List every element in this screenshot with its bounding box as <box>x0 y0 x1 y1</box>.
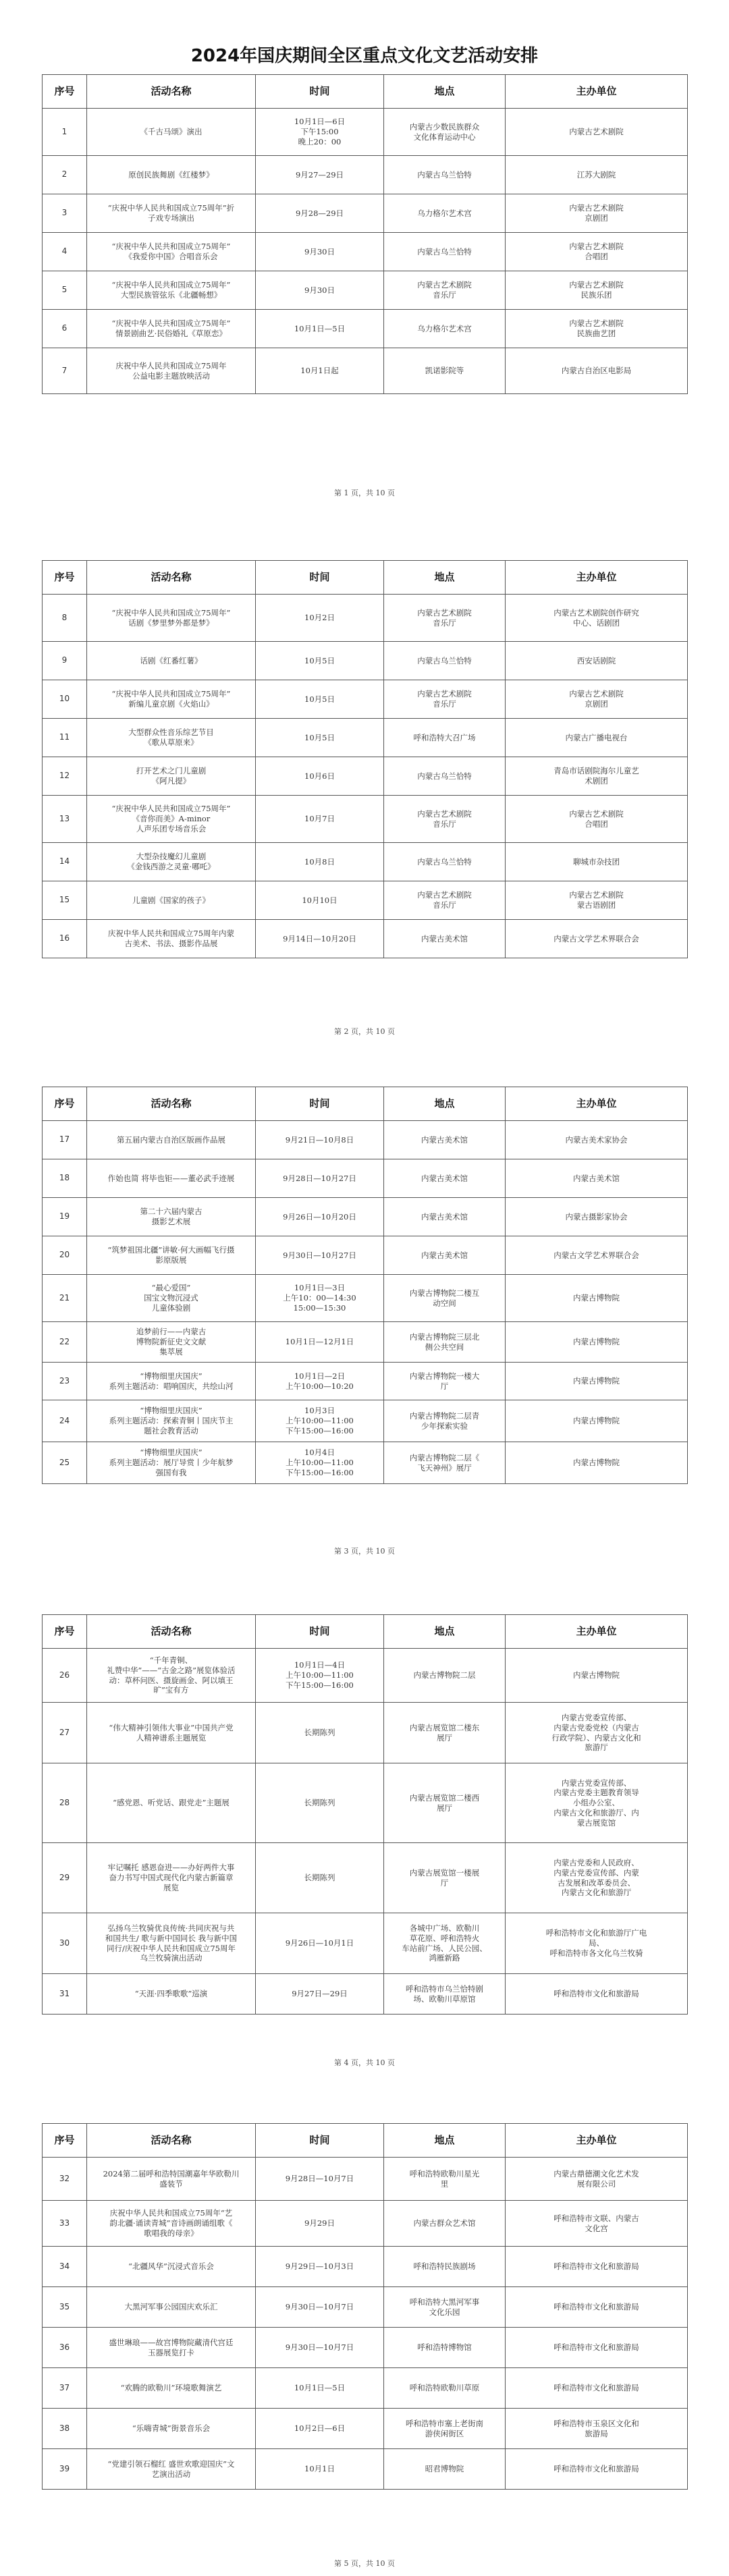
cell-organizer: 聊城市杂技团 <box>506 843 688 881</box>
cell-no: 20 <box>43 1236 87 1275</box>
cell-time: 10月1日—5日 <box>256 310 384 348</box>
header-activity: 活动名称 <box>87 1087 256 1121</box>
cell-time: 10月7日 <box>256 796 384 843</box>
cell-activity: 大型群众性音乐综艺节目 《歌从草原来》 <box>87 719 256 757</box>
cell-activity: 原创民族舞剧《红楼梦》 <box>87 156 256 194</box>
cell-place: 内蒙古艺术剧院 音乐厅 <box>384 595 506 642</box>
cell-place: 呼和浩特市塞上老街南 游侠闲街区 <box>384 2409 506 2449</box>
schedule-section-page-4 <box>42 1614 687 2015</box>
table-row <box>43 1275 688 1322</box>
header-place: 地点 <box>384 75 506 109</box>
cell-activity: “博物细里庆国庆” 系列主题活动：唱响国庆，共绘山河 <box>87 1363 256 1400</box>
schedule-section-page-2 <box>42 560 687 958</box>
cell-no: 38 <box>43 2409 87 2449</box>
page-title: 2024年国庆期间全区重点文化文艺活动安排 <box>190 46 539 66</box>
table-row <box>43 2368 688 2409</box>
cell-time: 10月1日起 <box>256 348 384 394</box>
table-row <box>43 233 688 271</box>
cell-place: 呼和浩特市乌兰恰特剧 场、欧勒川草原馆 <box>384 1974 506 2015</box>
cell-place: 呼和浩特欧勒川星光 里 <box>384 2158 506 2201</box>
cell-no: 37 <box>43 2368 87 2409</box>
cell-organizer: 呼和浩特市文化和旅游局 <box>506 2328 688 2368</box>
cell-no: 32 <box>43 2158 87 2201</box>
cell-place: 呼和浩特博物馆 <box>384 2328 506 2368</box>
header-activity: 活动名称 <box>87 2124 256 2158</box>
header-time: 时间 <box>256 2124 384 2158</box>
cell-no: 8 <box>43 595 87 642</box>
schedule-section-page-1 <box>42 74 687 394</box>
cell-organizer: 内蒙古博物院 <box>506 1649 688 1703</box>
header-no: 序号 <box>43 561 87 595</box>
schedule-table <box>42 560 688 958</box>
cell-activity: 话剧《红番红薯》 <box>87 642 256 680</box>
header-place: 地点 <box>384 561 506 595</box>
cell-organizer: 呼和浩特市玉泉区文化和 旅游局 <box>506 2409 688 2449</box>
cell-activity: “伟大精神引领伟大事业”中国共产党 人精神谱系主题展览 <box>87 1703 256 1763</box>
cell-activity: “庆祝中华人民共和国成立75周年” 《我爱你中国》合唱音乐会 <box>87 233 256 271</box>
cell-organizer: 呼和浩特市文化和旅游局 <box>506 2449 688 2490</box>
cell-no: 27 <box>43 1703 87 1763</box>
cell-place: 内蒙古博物院二层青 少年探索实验 <box>384 1400 506 1442</box>
cell-organizer: 内蒙古艺术剧院 合唱团 <box>506 796 688 843</box>
cell-place: 内蒙古美术馆 <box>384 1236 506 1275</box>
table-row <box>43 2287 688 2328</box>
header-time: 时间 <box>256 561 384 595</box>
cell-no: 16 <box>43 920 87 958</box>
cell-place: 内蒙古艺术剧院 音乐厅 <box>384 796 506 843</box>
page-footer: 第 1 页，共 10 页 <box>334 489 395 497</box>
table-row <box>43 642 688 680</box>
cell-place: 内蒙古艺术剧院 音乐厅 <box>384 271 506 310</box>
cell-time: 10月1日—2日 上午10:00—10:20 <box>256 1363 384 1400</box>
cell-place: 凯诺影院等 <box>384 348 506 394</box>
cell-place: 内蒙古展览馆一楼展 厅 <box>384 1843 506 1913</box>
table-row <box>43 881 688 920</box>
cell-organizer: 内蒙古广播电视台 <box>506 719 688 757</box>
schedule-table <box>42 1087 688 1484</box>
table-row <box>43 1159 688 1198</box>
cell-time: 10月3日 上午10:00—11:00 下午15:00—16:00 <box>256 1400 384 1442</box>
table-row <box>43 843 688 881</box>
cell-activity: “博物细里庆国庆” 系列主题活动：探索青铜丨国庆节主 题社会教育活动 <box>87 1400 256 1442</box>
cell-place: 内蒙古博物院二层 <box>384 1649 506 1703</box>
table-header <box>43 561 688 595</box>
cell-no: 23 <box>43 1363 87 1400</box>
cell-time: 10月1日—12月1日 <box>256 1322 384 1363</box>
table-row <box>43 194 688 233</box>
cell-organizer: 内蒙古博物院 <box>506 1400 688 1442</box>
cell-organizer: 内蒙古美术馆 <box>506 1159 688 1198</box>
header-time: 时间 <box>256 1615 384 1649</box>
cell-time: 9月30日—10月27日 <box>256 1236 384 1275</box>
cell-no: 1 <box>43 109 87 156</box>
cell-no: 33 <box>43 2201 87 2247</box>
cell-time: 长期陈列 <box>256 1763 384 1843</box>
cell-activity: “感党恩、听党话、跟党走”主题展 <box>87 1763 256 1843</box>
cell-time: 10月6日 <box>256 757 384 796</box>
cell-no: 28 <box>43 1763 87 1843</box>
cell-activity: 大型杂技魔幻儿童剧 《金钱西游之灵童·哪吒》 <box>87 843 256 881</box>
cell-place: 内蒙古乌兰恰特 <box>384 843 506 881</box>
cell-no: 7 <box>43 348 87 394</box>
cell-no: 19 <box>43 1198 87 1236</box>
cell-no: 12 <box>43 757 87 796</box>
cell-place: 呼和浩特欧勒川草原 <box>384 2368 506 2409</box>
cell-no: 24 <box>43 1400 87 1442</box>
schedule-section-page-3 <box>42 1087 687 1484</box>
header-no: 序号 <box>43 2124 87 2158</box>
cell-time: 10月1日—3日 上午10：00—14:30 15:00—15:30 <box>256 1275 384 1322</box>
cell-activity: 盛世琳琅——故宫博物院藏清代宫廷 玉器展览打卡 <box>87 2328 256 2368</box>
cell-place: 内蒙古美术馆 <box>384 920 506 958</box>
cell-activity: 庆祝中华人民共和国成立75周年 公益电影主题放映活动 <box>87 348 256 394</box>
cell-time: 9月30日—10月7日 <box>256 2287 384 2328</box>
cell-no: 25 <box>43 1442 87 1484</box>
cell-place: 内蒙古博物院一楼大 厅 <box>384 1363 506 1400</box>
table-row <box>43 2449 688 2490</box>
header-organizer: 主办单位 <box>506 1615 688 1649</box>
cell-no: 15 <box>43 881 87 920</box>
cell-organizer: 内蒙古党委宣传部、 内蒙古党委主题教育领导 小组办公室、 内蒙古文化和旅游厅、内 蒙古展览馆 <box>506 1763 688 1843</box>
cell-place: 呼和浩特大黑河军事 文化乐园 <box>384 2287 506 2328</box>
cell-place: 内蒙古展览馆二楼东 展厅 <box>384 1703 506 1763</box>
cell-activity: 追梦前行——内蒙古 博物院新征史文文献 集萃展 <box>87 1322 256 1363</box>
cell-organizer: 内蒙古自治区电影局 <box>506 348 688 394</box>
header-organizer: 主办单位 <box>506 561 688 595</box>
cell-place: 内蒙古乌兰恰特 <box>384 156 506 194</box>
cell-place: 昭君博物院 <box>384 2449 506 2490</box>
table-row <box>43 2328 688 2368</box>
cell-time: 9月26日—10月1日 <box>256 1913 384 1974</box>
cell-no: 6 <box>43 310 87 348</box>
cell-organizer: 内蒙古党委和人民政府、 内蒙古党委宣传部、内蒙 古发展和改革委员会、 内蒙古文化和旅游厅 <box>506 1843 688 1913</box>
cell-time: 10月1日—5日 <box>256 2368 384 2409</box>
cell-time: 9月14日—10月20日 <box>256 920 384 958</box>
cell-activity: “庆祝中华人民共和国成立75周年”折 子戏专场演出 <box>87 194 256 233</box>
cell-place: 内蒙古群众艺术馆 <box>384 2201 506 2247</box>
cell-organizer: 内蒙古博物院 <box>506 1363 688 1400</box>
cell-activity: 《千古马颂》演出 <box>87 109 256 156</box>
cell-time: 10月4日 上午10:00—11:00 下午15:00—16:00 <box>256 1442 384 1484</box>
cell-time: 10月1日—4日 上午10:00—11:00 下午15:00—16:00 <box>256 1649 384 1703</box>
cell-activity: “庆祝中华人民共和国成立75周年” 话剧《梦里梦外都是梦》 <box>87 595 256 642</box>
cell-no: 39 <box>43 2449 87 2490</box>
cell-no: 31 <box>43 1974 87 2015</box>
cell-no: 5 <box>43 271 87 310</box>
cell-time: 10月5日 <box>256 642 384 680</box>
cell-no: 10 <box>43 680 87 719</box>
table-row <box>43 271 688 310</box>
header-no: 序号 <box>43 75 87 109</box>
cell-organizer: 呼和浩特市文化和旅游局 <box>506 2287 688 2328</box>
header-place: 地点 <box>384 1615 506 1649</box>
schedule-table <box>42 2123 688 2490</box>
cell-time: 10月8日 <box>256 843 384 881</box>
cell-organizer: 内蒙古艺术剧院 合唱团 <box>506 233 688 271</box>
cell-organizer: 内蒙古艺术剧院 <box>506 109 688 156</box>
cell-place: 内蒙古博物院二层《 飞天神州》展厅 <box>384 1442 506 1484</box>
cell-time: 9月29日 <box>256 2201 384 2247</box>
cell-time: 10月1日 <box>256 2449 384 2490</box>
cell-time: 10月2日 <box>256 595 384 642</box>
cell-place: 呼和浩特民族剧场 <box>384 2247 506 2287</box>
cell-activity: 第二十六届内蒙古 摄影艺术展 <box>87 1198 256 1236</box>
page-footer: 第 2 页，共 10 页 <box>334 1027 395 1036</box>
cell-organizer: 内蒙古艺术剧院 民族乐团 <box>506 271 688 310</box>
cell-activity: 庆祝中华人民共和国成立75周年内蒙 古美术、书法、摄影作品展 <box>87 920 256 958</box>
table-row <box>43 156 688 194</box>
header-activity: 活动名称 <box>87 1615 256 1649</box>
table-header <box>43 75 688 109</box>
cell-no: 11 <box>43 719 87 757</box>
cell-no: 26 <box>43 1649 87 1703</box>
cell-place: 内蒙古博物院二楼互 动空间 <box>384 1275 506 1322</box>
table-row <box>43 1236 688 1275</box>
table-row <box>43 310 688 348</box>
schedule-table <box>42 74 688 394</box>
cell-organizer: 青岛市话剧院海尔儿童艺 术剧团 <box>506 757 688 796</box>
header-place: 地点 <box>384 1087 506 1121</box>
cell-time: 9月30日—10月7日 <box>256 2328 384 2368</box>
cell-time: 9月27日—29日 <box>256 1974 384 2015</box>
header-organizer: 主办单位 <box>506 2124 688 2158</box>
header-organizer: 主办单位 <box>506 1087 688 1121</box>
cell-activity: “千年青铜、 礼赞中华”——“古金之路”展览体验活 动：草杯问医、摄旋画金、阿以填王 旷”宝有方 <box>87 1649 256 1703</box>
cell-no: 18 <box>43 1159 87 1198</box>
cell-activity: 儿童剧《国家的孩子》 <box>87 881 256 920</box>
cell-activity: 弘扬乌兰牧骑优良传统·共同庆祝与共 和国共生/ 歌与新中国同长 我与新中国 同行/庆祝中华人民共和国成立75周年 乌兰牧骑演出活动 <box>87 1913 256 1974</box>
table-row <box>43 109 688 156</box>
cell-place: 内蒙古乌兰恰特 <box>384 757 506 796</box>
cell-organizer: 呼和浩特市文化和旅游局 <box>506 2247 688 2287</box>
cell-activity: “博物细里庆国庆” 系列主题活动：展厅导赏丨少年航梦 强国有我 <box>87 1442 256 1484</box>
cell-activity: “乐嗨青城”街景音乐会 <box>87 2409 256 2449</box>
table-row <box>43 2247 688 2287</box>
cell-activity: 庆祝中华人民共和国成立75周年“艺 韵北疆·诵读青城”音诗画朗诵组歌《 歌唱我的母亲》 <box>87 2201 256 2247</box>
header-no: 序号 <box>43 1615 87 1649</box>
cell-time: 9月27—29日 <box>256 156 384 194</box>
header-place: 地点 <box>384 2124 506 2158</box>
cell-time: 10月5日 <box>256 719 384 757</box>
table-row <box>43 1121 688 1159</box>
table-row <box>43 1198 688 1236</box>
cell-organizer: 内蒙古艺术剧院 民族曲艺团 <box>506 310 688 348</box>
cell-no: 22 <box>43 1322 87 1363</box>
cell-activity: “庆祝中华人民共和国成立75周年” 大型民族管弦乐《北疆畅想》 <box>87 271 256 310</box>
table-row <box>43 2409 688 2449</box>
cell-place: 乌力格尔艺术宫 <box>384 310 506 348</box>
table-row <box>43 1913 688 1974</box>
cell-place: 乌力格尔艺术宫 <box>384 194 506 233</box>
cell-activity: “党建引领石榴红 盛世欢歌迎国庆”文 艺演出活动 <box>87 2449 256 2490</box>
cell-activity: “欢腾的欧勒川”环境歌舞演艺 <box>87 2368 256 2409</box>
cell-time: 9月30日 <box>256 271 384 310</box>
cell-place: 内蒙古博物院三层北 侧公共空间 <box>384 1322 506 1363</box>
cell-time: 9月26日—10月20日 <box>256 1198 384 1236</box>
cell-organizer: 内蒙古艺术剧院 蒙古语剧团 <box>506 881 688 920</box>
cell-organizer: 内蒙古博物院 <box>506 1442 688 1484</box>
cell-organizer: 呼和浩特市文化和旅游局 <box>506 2368 688 2409</box>
cell-activity: “庆祝中华人民共和国成立75周年” 新编儿童京剧《火焰山》 <box>87 680 256 719</box>
cell-activity: 作始也简 将毕也钜——董必武手迹展 <box>87 1159 256 1198</box>
cell-place: 内蒙古美术馆 <box>384 1198 506 1236</box>
table-row <box>43 1763 688 1843</box>
cell-organizer: 呼和浩特市文化和旅游厅广电 局、 呼和浩特市各文化乌兰牧骑 <box>506 1913 688 1974</box>
cell-no: 4 <box>43 233 87 271</box>
cell-organizer: 西安话剧院 <box>506 642 688 680</box>
header-time: 时间 <box>256 1087 384 1121</box>
cell-time: 9月21日—10月8日 <box>256 1121 384 1159</box>
cell-no: 3 <box>43 194 87 233</box>
header-time: 时间 <box>256 75 384 109</box>
table-row <box>43 1442 688 1484</box>
cell-place: 呼和浩特大召广场 <box>384 719 506 757</box>
cell-no: 14 <box>43 843 87 881</box>
cell-time: 9月28日—10月27日 <box>256 1159 384 1198</box>
cell-organizer: 内蒙古艺术剧院 京剧团 <box>506 680 688 719</box>
table-row <box>43 1400 688 1442</box>
cell-no: 17 <box>43 1121 87 1159</box>
cell-organizer: 内蒙古党委宣传部、 内蒙古党委党校（内蒙古 行政学院）、内蒙古文化和 旅游厅 <box>506 1703 688 1763</box>
header-activity: 活动名称 <box>87 75 256 109</box>
cell-activity: “最心爱国” 国宝文物沉浸式 儿童体验剧 <box>87 1275 256 1322</box>
cell-activity: “筑梦祖国北疆”讲敏·何大画幅飞行摄 影原版展 <box>87 1236 256 1275</box>
cell-time: 10月2日—6日 <box>256 2409 384 2449</box>
cell-organizer: 内蒙古鼎德潮文化艺术发 展有限公司 <box>506 2158 688 2201</box>
cell-time: 10月5日 <box>256 680 384 719</box>
table-header <box>43 1087 688 1121</box>
header-activity: 活动名称 <box>87 561 256 595</box>
table-row <box>43 1363 688 1400</box>
table-row <box>43 920 688 958</box>
cell-no: 13 <box>43 796 87 843</box>
page-footer: 第 5 页，共 10 页 <box>334 2559 395 2568</box>
cell-time: 9月29日—10月3日 <box>256 2247 384 2287</box>
cell-organizer: 内蒙古博物院 <box>506 1275 688 1322</box>
schedule-section-page-5 <box>42 2123 687 2490</box>
table-header <box>43 1615 688 1649</box>
cell-place: 内蒙古乌兰恰特 <box>384 642 506 680</box>
cell-activity: 大黑河军事公园国庆欢乐汇 <box>87 2287 256 2328</box>
table-header <box>43 2124 688 2158</box>
cell-place: 内蒙古乌兰恰特 <box>384 233 506 271</box>
header-organizer: 主办单位 <box>506 75 688 109</box>
cell-activity: 牢记嘱托 感恩奋进——办好两件大事 奋力书写中国式现代化内蒙古新篇章 展览 <box>87 1843 256 1913</box>
cell-place: 内蒙古美术馆 <box>384 1159 506 1198</box>
cell-no: 9 <box>43 642 87 680</box>
table-row <box>43 719 688 757</box>
cell-place: 内蒙古美术馆 <box>384 1121 506 1159</box>
cell-place: 内蒙古艺术剧院 音乐厅 <box>384 881 506 920</box>
page-footer: 第 3 页，共 10 页 <box>334 1547 395 1556</box>
cell-place: 内蒙古艺术剧院 音乐厅 <box>384 680 506 719</box>
cell-organizer: 江苏大剧院 <box>506 156 688 194</box>
table-row <box>43 680 688 719</box>
header-no: 序号 <box>43 1087 87 1121</box>
cell-time: 9月28日—10月7日 <box>256 2158 384 2201</box>
cell-no: 36 <box>43 2328 87 2368</box>
cell-organizer: 内蒙古博物院 <box>506 1322 688 1363</box>
cell-no: 34 <box>43 2247 87 2287</box>
table-row <box>43 348 688 394</box>
cell-organizer: 内蒙古文学艺术界联合会 <box>506 1236 688 1275</box>
cell-time: 10月10日 <box>256 881 384 920</box>
table-row <box>43 1649 688 1703</box>
cell-place: 各城中广场、欧勒川 草花原、呼和浩特火 车站前广场、人民公园、 鸿雁新路 <box>384 1913 506 1974</box>
cell-organizer: 内蒙古摄影家协会 <box>506 1198 688 1236</box>
table-row <box>43 1974 688 2015</box>
table-row <box>43 2201 688 2247</box>
cell-time: 长期陈列 <box>256 1703 384 1763</box>
cell-activity: 打开艺术之门儿童剧 《阿凡提》 <box>87 757 256 796</box>
cell-activity: “北疆风华”沉浸式音乐会 <box>87 2247 256 2287</box>
table-row <box>43 796 688 843</box>
table-row <box>43 1843 688 1913</box>
schedule-table <box>42 1614 688 2015</box>
table-row <box>43 1322 688 1363</box>
cell-no: 21 <box>43 1275 87 1322</box>
cell-no: 35 <box>43 2287 87 2328</box>
cell-time: 9月30日 <box>256 233 384 271</box>
cell-time: 长期陈列 <box>256 1843 384 1913</box>
cell-organizer: 内蒙古文学艺术界联合会 <box>506 920 688 958</box>
cell-no: 30 <box>43 1913 87 1974</box>
cell-time: 9月28—29日 <box>256 194 384 233</box>
cell-place: 内蒙古少数民族群众 文化体育运动中心 <box>384 109 506 156</box>
cell-activity: “庆祝中华人民共和国成立75周年” 情景剧曲艺·民俗婚礼《草原恋》 <box>87 310 256 348</box>
table-row <box>43 1703 688 1763</box>
cell-no: 29 <box>43 1843 87 1913</box>
cell-activity: “庆祝中华人民共和国成立75周年” 《音你而美》A-minor 人声乐团专场音乐会 <box>87 796 256 843</box>
cell-time: 10月1日—6日 下午15:00 晚上20：00 <box>256 109 384 156</box>
cell-organizer: 内蒙古艺术剧院创作研究 中心、话剧团 <box>506 595 688 642</box>
cell-organizer: 呼和浩特市文联、内蒙古 文化宫 <box>506 2201 688 2247</box>
cell-place: 内蒙古展览馆二楼西 展厅 <box>384 1763 506 1843</box>
cell-activity: 第五届内蒙古自治区版画作品展 <box>87 1121 256 1159</box>
table-row <box>43 2158 688 2201</box>
cell-organizer: 内蒙古艺术剧院 京剧团 <box>506 194 688 233</box>
cell-activity: 2024第二届呼和浩特国潮嘉年华欧勒川 盛装节 <box>87 2158 256 2201</box>
table-row <box>43 757 688 796</box>
page-footer: 第 4 页，共 10 页 <box>334 2058 395 2067</box>
cell-no: 2 <box>43 156 87 194</box>
cell-organizer: 内蒙古美术家协会 <box>506 1121 688 1159</box>
cell-organizer: 呼和浩特市文化和旅游局 <box>506 1974 688 2015</box>
table-row <box>43 595 688 642</box>
cell-activity: “天涯·四季歌歌”巡演 <box>87 1974 256 2015</box>
